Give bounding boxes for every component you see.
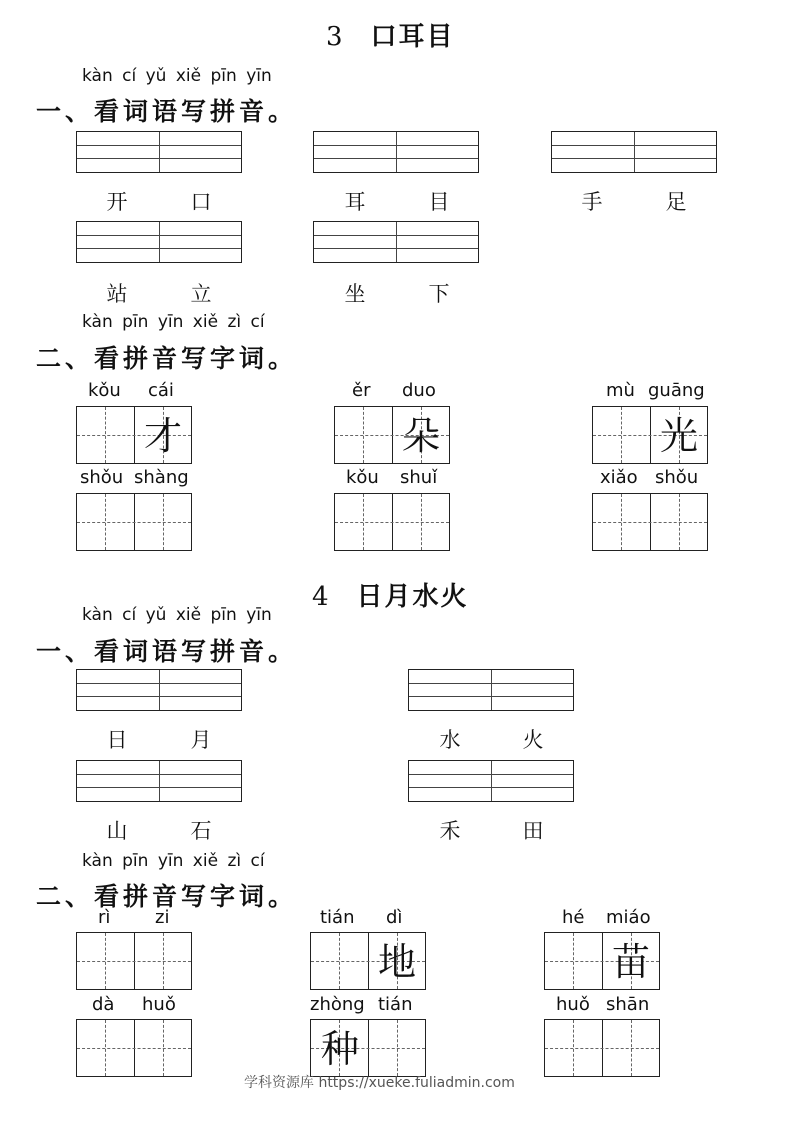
word-character: 站 xyxy=(106,282,128,306)
word-character: 口 xyxy=(190,190,212,214)
character-writing-grid[interactable] xyxy=(544,1019,660,1077)
word-character: 月 xyxy=(190,728,212,752)
pinyin-label: tián xyxy=(378,994,413,1015)
word-character: 目 xyxy=(428,190,450,214)
pinyin-label: shān xyxy=(606,994,650,1015)
character-writing-grid[interactable] xyxy=(76,1019,192,1077)
pinyin-label: kǒu xyxy=(346,467,379,488)
footer-watermark: 学科资源库 https://xueke.fuliadmin.com xyxy=(244,1075,515,1091)
character-writing-grid[interactable] xyxy=(334,493,450,551)
pinyin-writing-box[interactable] xyxy=(313,221,479,263)
pinyin-writing-box[interactable] xyxy=(408,669,574,711)
word-character: 手 xyxy=(581,190,603,214)
pinyin-label: mù xyxy=(606,380,635,401)
pinyin-writing-box[interactable] xyxy=(76,131,242,173)
word-character: 田 xyxy=(522,819,544,843)
pinyin-label: guāng xyxy=(648,380,705,401)
grid-character: 种 xyxy=(320,1027,359,1071)
pinyin-writing-box[interactable] xyxy=(408,760,574,802)
character-writing-grid[interactable] xyxy=(76,406,192,464)
pinyin-writing-box[interactable] xyxy=(313,131,479,173)
pinyin-label: zi xyxy=(155,907,170,928)
word-character: 耳 xyxy=(344,190,366,214)
word-character: 山 xyxy=(106,819,128,843)
character-writing-grid[interactable] xyxy=(310,932,426,990)
word-character: 火 xyxy=(522,728,544,752)
pinyin-label: huǒ xyxy=(142,994,176,1015)
pinyin-label: cái xyxy=(148,380,174,401)
pinyin-label: shàng xyxy=(134,467,189,488)
pinyin-label: tián xyxy=(320,907,355,928)
character-writing-grid[interactable] xyxy=(310,1019,426,1077)
pinyin-writing-box[interactable] xyxy=(76,669,242,711)
pinyin-label: shuǐ xyxy=(400,467,438,488)
section-pinyin-annotation: kàn pīn yīn xiě zì cí xyxy=(82,851,265,871)
section-heading: 二、看拼音写字词。 xyxy=(36,882,298,911)
word-character: 下 xyxy=(428,282,450,306)
lesson-title-text: 口耳目 xyxy=(370,22,455,52)
character-writing-grid[interactable] xyxy=(592,406,708,464)
section-pinyin-annotation: kàn cí yǔ xiě pīn yīn xyxy=(82,605,272,625)
pinyin-label: dì xyxy=(386,907,403,928)
section-heading: 一、看词语写拼音。 xyxy=(36,97,298,126)
pinyin-writing-box[interactable] xyxy=(76,760,242,802)
lesson-number: 4 xyxy=(312,582,331,612)
section-heading: 一、看词语写拼音。 xyxy=(36,637,298,666)
pinyin-label: huǒ xyxy=(556,994,590,1015)
pinyin-label: ěr xyxy=(352,380,371,401)
character-writing-grid[interactable] xyxy=(334,406,450,464)
pinyin-label: xiǎo xyxy=(600,467,638,488)
word-character: 坐 xyxy=(344,282,366,306)
lesson-4-title xyxy=(312,576,469,613)
pinyin-label: zhòng xyxy=(310,994,365,1015)
pinyin-label: shǒu xyxy=(80,467,124,488)
lesson-number: 3 xyxy=(326,22,345,52)
pinyin-writing-box[interactable] xyxy=(76,221,242,263)
word-character: 开 xyxy=(106,190,128,214)
character-writing-grid[interactable] xyxy=(544,932,660,990)
lesson-3-title xyxy=(326,16,455,53)
word-character: 日 xyxy=(106,728,128,752)
word-character: 石 xyxy=(190,819,212,843)
pinyin-label: hé xyxy=(562,907,585,928)
grid-character: 光 xyxy=(659,414,698,458)
pinyin-label: duo xyxy=(402,380,436,401)
grid-character: 朵 xyxy=(401,414,440,458)
section-pinyin-annotation: kàn pīn yīn xiě zì cí xyxy=(82,312,265,332)
pinyin-label: dà xyxy=(92,994,115,1015)
grid-character: 才 xyxy=(143,414,182,458)
word-character: 禾 xyxy=(439,819,461,843)
pinyin-label: kǒu xyxy=(88,380,121,401)
pinyin-writing-box[interactable] xyxy=(551,131,717,173)
section-pinyin-annotation: kàn cí yǔ xiě pīn yīn xyxy=(82,66,272,86)
pinyin-label: rì xyxy=(98,907,111,928)
pinyin-label: shǒu xyxy=(655,467,699,488)
section-heading: 二、看拼音写字词。 xyxy=(36,344,298,373)
word-character: 足 xyxy=(665,190,687,214)
character-writing-grid[interactable] xyxy=(76,493,192,551)
word-character: 立 xyxy=(190,282,212,306)
pinyin-label: miáo xyxy=(606,907,651,928)
character-writing-grid[interactable] xyxy=(76,932,192,990)
grid-character: 地 xyxy=(377,940,416,984)
lesson-title-text: 日月水火 xyxy=(356,582,469,612)
character-writing-grid[interactable] xyxy=(592,493,708,551)
grid-character: 苗 xyxy=(611,940,650,984)
word-character: 水 xyxy=(439,728,461,752)
